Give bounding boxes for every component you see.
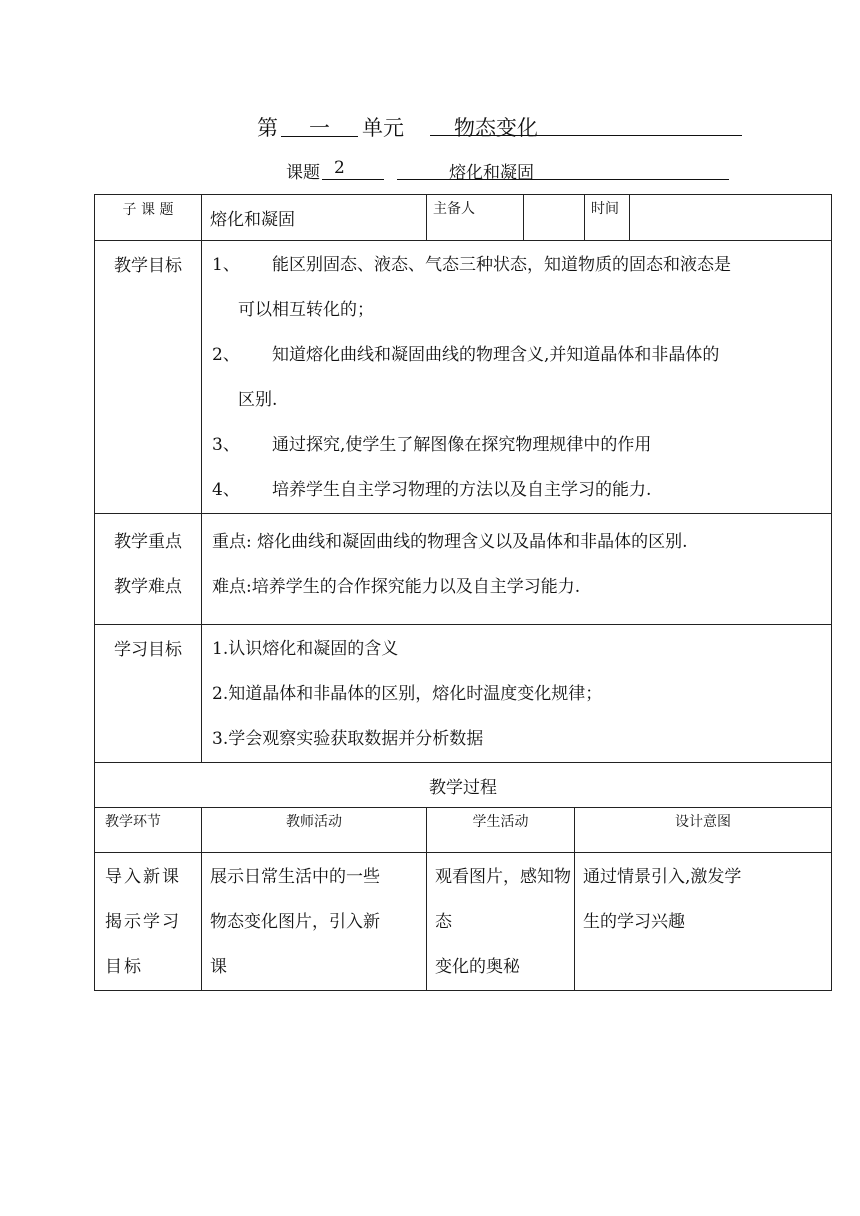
learning-goals-label: 学习目标 <box>95 625 202 763</box>
goal-number: 2、 <box>212 345 240 365</box>
goal-text: 能区别固态、液态、气态三种状态，知道物质的固态和液态是 <box>272 255 731 275</box>
teaching-goals-row <box>95 241 832 514</box>
teaching-goals-label: 教学目标 <box>95 241 202 514</box>
key-points-labels <box>95 514 202 625</box>
teaching-goals-content <box>202 241 832 514</box>
goal-number: 1、 <box>212 255 240 275</box>
unit-number: 一 <box>281 112 358 137</box>
process-title: 教学过程 <box>95 763 832 808</box>
subtopic-label: 子 课 题 <box>95 195 202 241</box>
goal-item-2 <box>212 333 831 423</box>
key-points-row <box>95 514 832 625</box>
student-line: 变化的奥秘 <box>435 957 520 977</box>
key-points-content <box>202 514 832 625</box>
topic-number: 2 <box>322 158 384 180</box>
goal-item-3 <box>212 423 831 468</box>
unit-suffix: 单元 <box>362 116 404 140</box>
teacher-line: 物态变化图片，引入新 <box>210 912 380 932</box>
header-student: 学生活动 <box>427 808 575 853</box>
unit-name: 物态变化 <box>430 112 742 136</box>
teacher-line: 课 <box>210 957 227 977</box>
goal-text: 培养学生自主学习物理的方法以及自主学习的能力. <box>272 480 652 500</box>
student-activity-cell <box>427 853 575 991</box>
goal-number: 4、 <box>212 480 240 500</box>
header-intent: 设计意图 <box>575 808 832 853</box>
key-point-text: 重点: 熔化曲线和凝固曲线的物理含义以及晶体和非晶体的区别. <box>212 532 688 552</box>
goal-text: 知道熔化曲线和凝固曲线的物理含义,并知道晶体和非晶体的 <box>272 345 720 365</box>
teacher-activity-cell <box>202 853 427 991</box>
stage-line: 导入新课 <box>105 867 181 887</box>
header-stage: 教学环节 <box>95 808 202 853</box>
learning-goals-row <box>95 625 832 763</box>
learning-goal-item: 1.认识熔化和凝固的含义 <box>212 639 399 659</box>
goal-text-continued: 区别. <box>238 390 278 410</box>
difficult-point-label: 教学难点 <box>114 577 182 597</box>
goal-item-4 <box>212 468 831 513</box>
goal-text-continued: 可以相互转化的； <box>238 300 374 320</box>
intent-line: 生的学习兴趣 <box>583 912 685 932</box>
learning-goals-content <box>202 625 832 763</box>
process-row <box>95 853 832 991</box>
stage-cell <box>95 853 202 991</box>
learning-goal-item: 3.学会观察实验获取数据并分析数据 <box>212 729 484 749</box>
time-label: 时间 <box>585 195 630 241</box>
intent-line: 通过情景引入,激发学 <box>583 867 742 887</box>
info-row <box>95 195 832 241</box>
design-intent-cell <box>575 853 832 991</box>
topic-name: 熔化和凝固 <box>397 158 729 180</box>
unit-prefix: 第 <box>257 116 278 140</box>
teacher-line: 展示日常生活中的一些 <box>210 867 380 887</box>
learning-goal-item: 2.知道晶体和非晶体的区别，熔化时温度变化规律； <box>212 684 603 704</box>
difficult-point-text: 难点:培养学生的合作探究能力以及自主学习能力. <box>212 577 581 597</box>
goal-number: 3、 <box>212 435 240 455</box>
lesson-plan-table <box>94 194 832 991</box>
goal-item-1 <box>212 243 831 333</box>
preparer-label: 主备人 <box>427 195 524 241</box>
stage-line: 目标 <box>105 957 143 977</box>
goal-text: 通过探究,使学生了解图像在探究物理规律中的作用 <box>272 435 652 455</box>
time-value[interactable] <box>630 195 832 241</box>
subtopic-value: 熔化和凝固 <box>202 195 427 241</box>
topic-prefix: 课题 <box>286 163 320 183</box>
student-line: 观看图片，感知物态 <box>435 867 571 932</box>
preparer-value[interactable] <box>524 195 585 241</box>
process-header-row <box>95 808 832 853</box>
header-teacher: 教师活动 <box>202 808 427 853</box>
key-point-label: 教学重点 <box>114 532 182 552</box>
stage-line: 揭示学习 <box>105 912 181 932</box>
process-title-row <box>95 763 832 808</box>
